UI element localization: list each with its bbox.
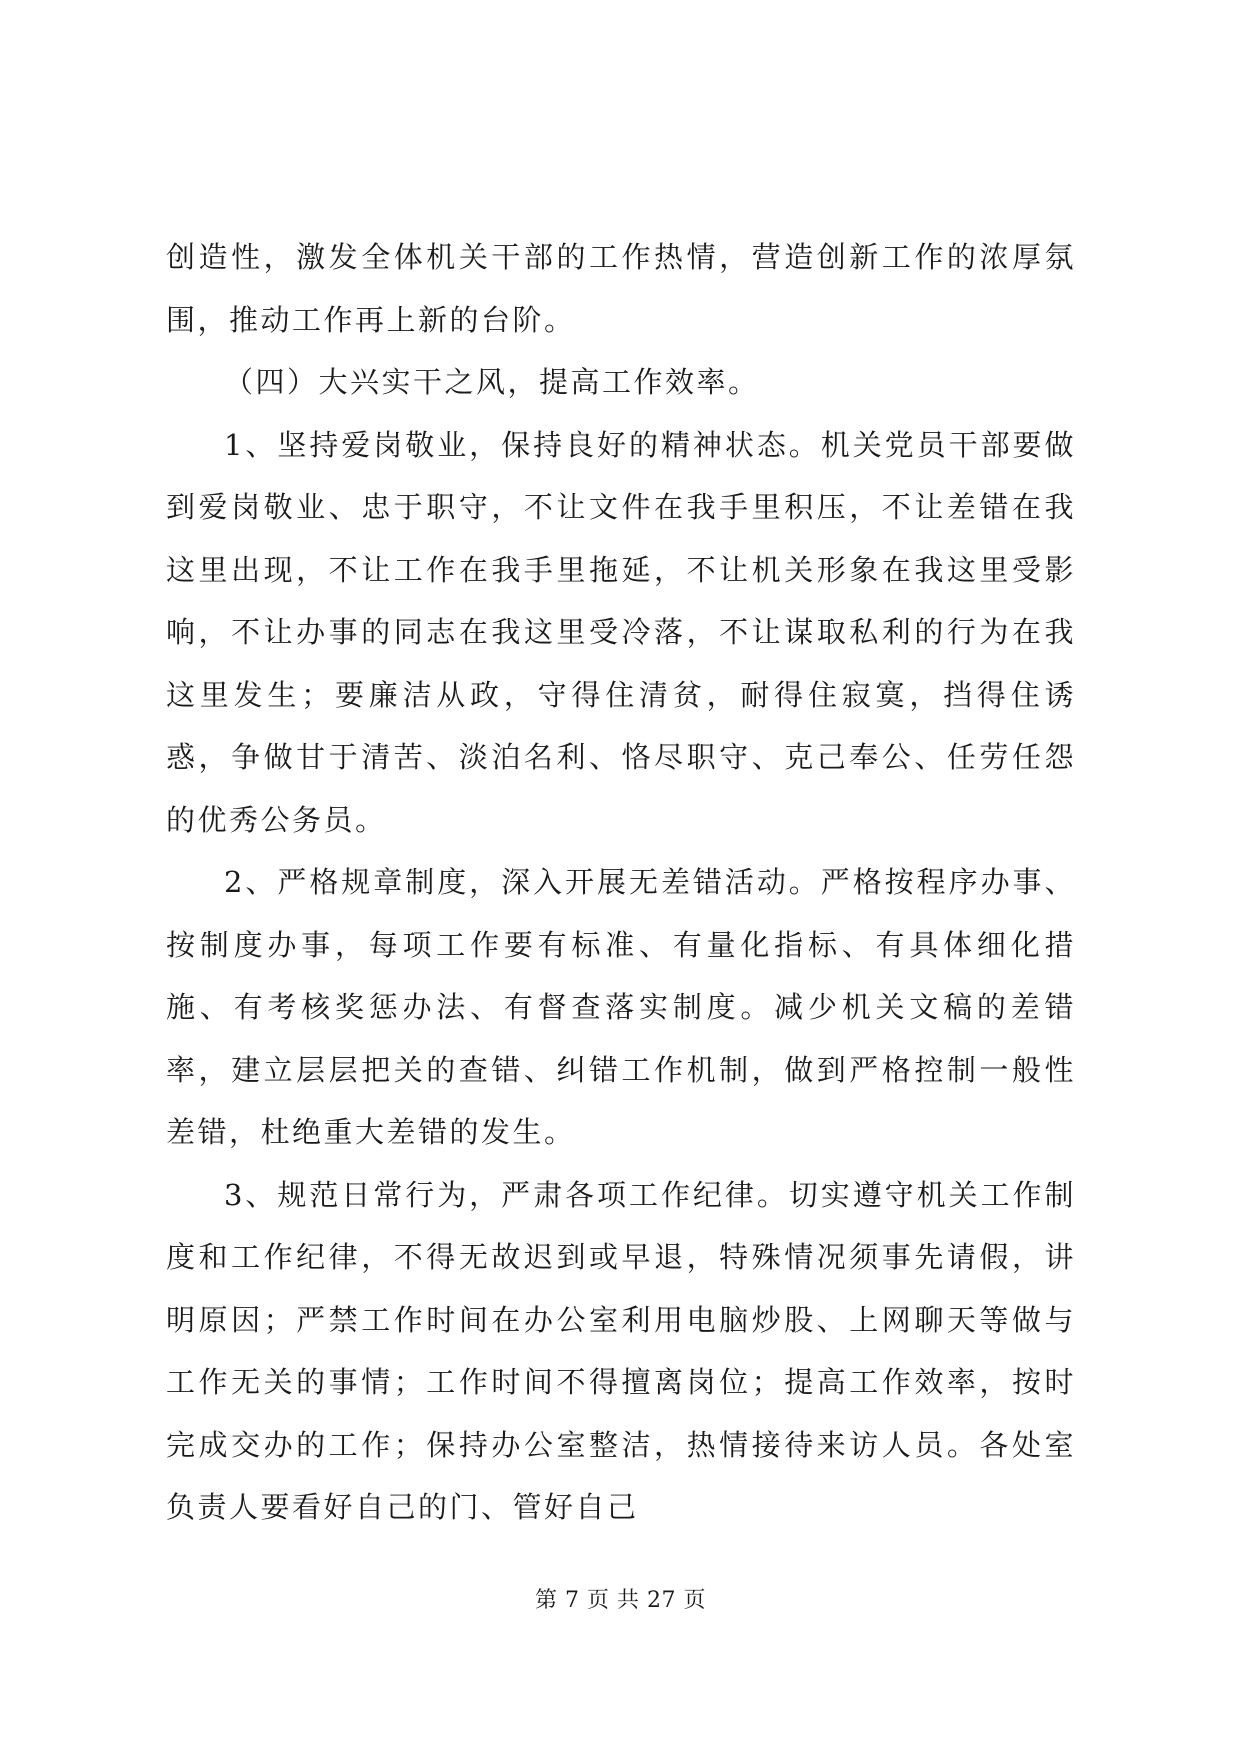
paragraph-continuation: 创造性，激发全体机关干部的工作热情，营造创新工作的浓厚氛围，推动工作再上新的台阶。: [166, 240, 1076, 337]
paragraph-item-2: 2、严格规章制度，深入开展无差错活动。严格按程序办事、按制度办事，每项工作要有标准、有量化指标、有具体细化措施、有考核奖惩办法、有督查落实制度。减少机关文稿的差错率，建立层层把关的查错、纠错工作机制，做到严格控制一般性差错，杜绝重大差错的发生。: [166, 865, 1076, 1149]
document-body: [166, 226, 1076, 1539]
paragraph-item-1: 1、坚持爱岗敬业，保持良好的精神状态。机关党员干部要做到爱岗敬业、忠于职守，不让文件在我手里积压，不让差错在我这里出现，不让工作在我手里拖延，不让机关形象在我这里受影响，不让办事的同志在我这里受冷落，不让谋取私利的行为在我这里发生；要廉洁从政，守得住清贫，耐得住寂寞，挡得住诱惑，争做甘于清苦、淡泊名利、恪尽职守、克己奉公、任劳任怨的优秀公务员。: [166, 427, 1076, 837]
paragraph-item-3: 3、规范日常行为，严肃各项工作纪律。切实遵守机关工作制度和工作纪律，不得无故迟到或早退，特殊情况须事先请假，讲明原因；严禁工作时间在办公室利用电脑炒股、上网聊天等做与工作无关的事情；工作时间不得擅离岗位；提高工作效率，按时完成交办的工作；保持办公室整洁，热情接待来访人员。各处室负责人要看好自己的门、管好自己: [166, 1177, 1076, 1524]
page-number-footer: 第 7 页 共 27 页: [535, 1588, 706, 1613]
section-heading: （四）大兴实干之风，提高工作效率。: [224, 365, 760, 399]
